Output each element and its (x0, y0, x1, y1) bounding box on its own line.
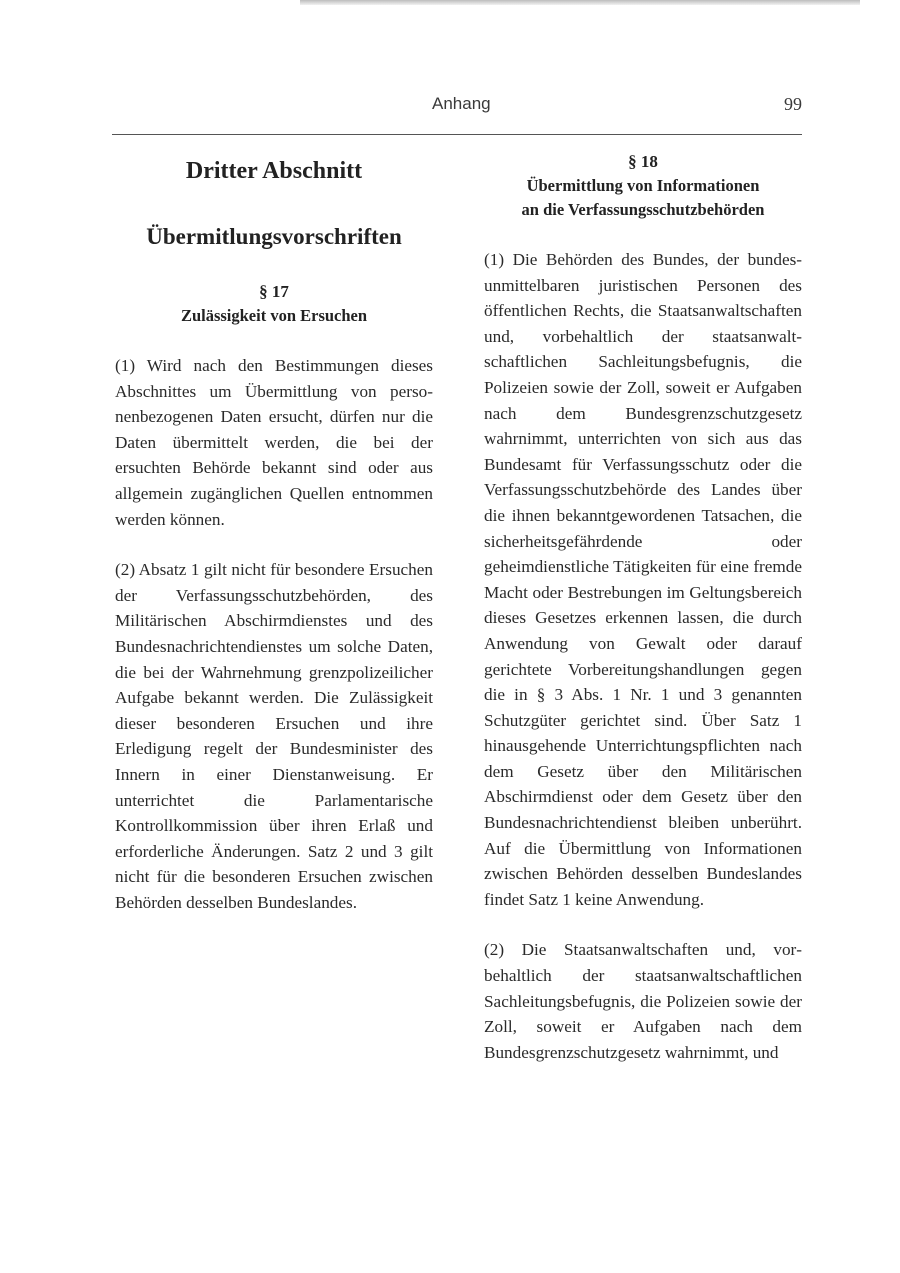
section-17-heading: Zulässigkeit von Ersuchen (180, 306, 368, 325)
left-column (115, 150, 433, 915)
section-18-heading-line-2: an die Verfassungsschutzbehörden (521, 200, 765, 219)
running-head (112, 92, 802, 122)
spacer (115, 252, 433, 280)
section-18-sign: § 18 (628, 152, 658, 171)
division-heading: Dritter Abschnitt (185, 158, 363, 184)
section-17-paragraph-2: (2) Absatz 1 gilt nicht für besondere Ersuchen der Verfassungsschutzbehörden, des Militärischen Abschirmdienstes und des Bundesnachrichtendienstes um solche Daten, die bei der Wahrnehmung grenzpolizeilicher Aufgabe bekannt werden. Die Zulässigkeit dieser besonderen Ersuchen und ihre Erledigung regelt der Bundesminister des Innern in einer Dienstanweisung. Er unterrichtet die Parlamentarische Kontrollkommission über ihren Erlaß und erforderliche Änderungen. Satz 2 und 3 gilt nicht für die besonderen Ersuchen zwischen Behörden desselben Bundeslandes. (115, 560, 433, 912)
right-column (484, 150, 802, 1065)
spacer (484, 912, 802, 937)
page-number: 99 (784, 94, 802, 114)
running-title: Anhang (432, 94, 491, 113)
section-18-paragraph-1: (1) Die Behörden des Bundes, der bundesunmittelbaren juristischen Personen des öffentlichen Rechts, die Staatsanwaltschaften und, vorbehaltlich der staatsanwaltschaftlichen Sachleitungsbefugnis, die Polizeien sowie der Zoll, soweit er Aufgaben nach dem Bundesgrenzschutzgesetz wahrnimmt, unterrichten von sich aus das Bundesamt für Verfassungsschutz oder die Verfassungsschutzbehörde des Landes über die ihnen bekanntgewordenen Tatsachen, die sicherheitsgefährdende oder geheimdienstliche Tätigkeiten für eine fremde Macht oder Bestrebungen im Geltungsbereich dieses Gesetzes erkennen lassen, die durch Anwendung von Gewalt oder darauf gerichtete Vorbereitungshandlungen gegen die in § 3 Abs. 1 Nr. 1 und 3 genannten Schutzgüter gerichtet sind. Über Satz 1 hinausgehende Unterrichtungspflichten nach dem Gesetz über den Militärischen Abschirmdienst oder dem Gesetz über den Bundesnachrichtendienst bleiben unberührt. Auf die Übermittlung von Informationen zwischen Behörden desselben Bundeslandes findet Satz 1 keine Anwendung. (484, 250, 802, 909)
section-17-paragraph-1: (1) Wird nach den Bestimmungen dieses Abschnittes um Übermittlung von personenbezogenen Daten ersucht, dürfen nur die Daten übermittelt werden, die bei der ersuchten Behörde bekannt sind oder aus allgemein zugänglichen Quellen entnommen werden können. (115, 356, 433, 529)
header-rule (112, 134, 802, 135)
spacer (115, 328, 433, 353)
spacer (115, 532, 433, 557)
section-18-paragraph-2: (2) Die Staatsanwaltschaften und, vorbehaltlich der staatsanwaltschaftlichen Sachleitungsbefugnis, die Polizeien sowie der Zoll, soweit er Aufgaben nach dem Bundesgrenzschutzgesetz wahrnimmt, und (484, 940, 802, 1062)
section-18-heading-line-1: Übermittlung von Informationen (526, 176, 760, 195)
scan-edge (300, 0, 860, 5)
section-17-sign: § 17 (259, 282, 289, 301)
spacer (484, 222, 802, 247)
division-title: Übermitlungsvorschriften (146, 224, 402, 249)
